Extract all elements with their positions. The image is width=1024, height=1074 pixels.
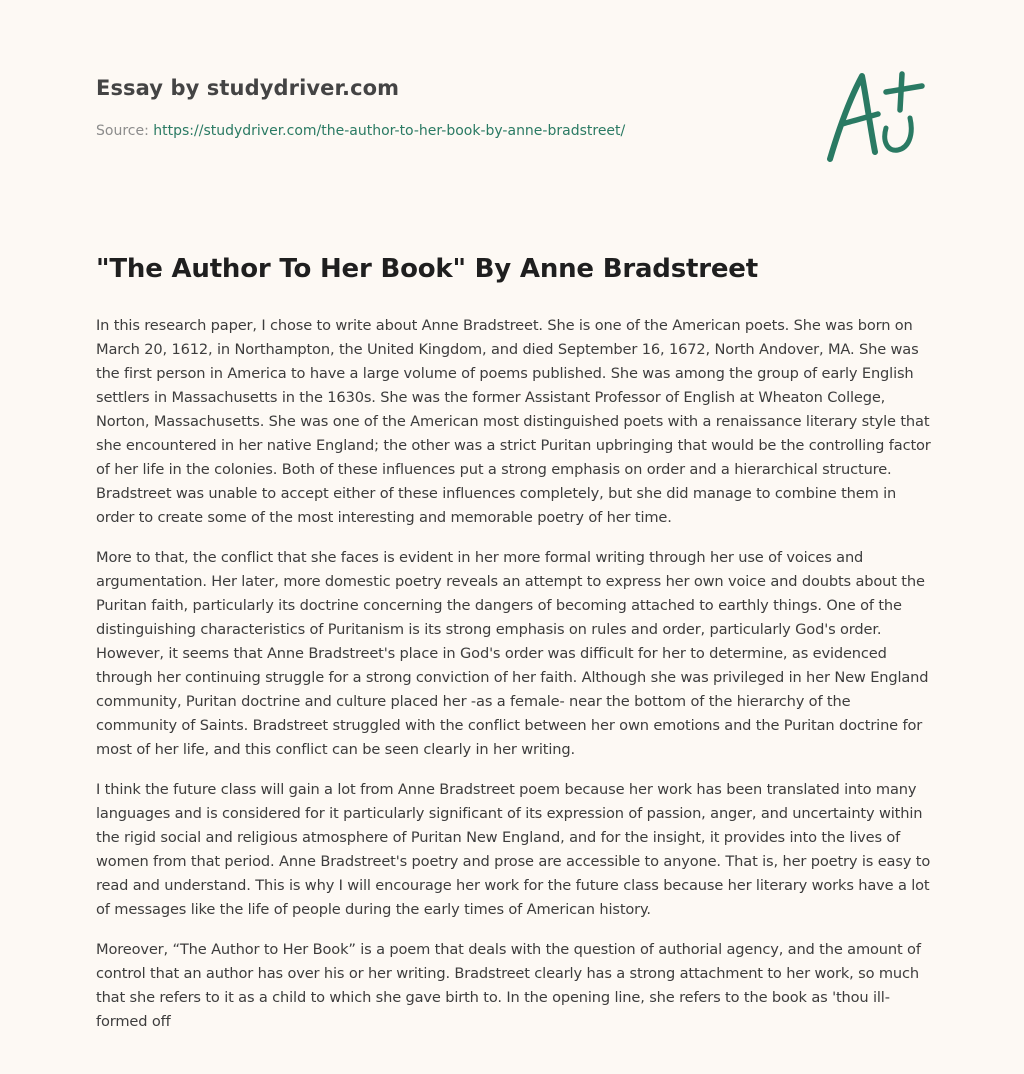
site-title: Essay by studydriver.com — [96, 76, 400, 100]
source-link[interactable]: https://studydriver.com/the-author-to-her-book-by-anne-bradstreet/ — [153, 123, 626, 139]
paragraph-2: More to that, the conflict that she faces is evident in her more formal writing through her use of voices and argumentation. Her later, more domestic poetry reveals an attempt to express her own voice and doubts about the Puritan faith, particularly its doctrine concerning the dangers of becoming attached to earthly things. One of the distinguishing characteristics of Puritanism is its strong emphasis on rules and order, particularly God's order. However, it seems that Anne Bradstreet's place in God's order was difficult for her to determine, as evidenced through her continuing struggle for a strong conviction of her faith. Although she was privileged in her New England community, Puritan doctrine and culture placed her -as a female- near the bottom of the hierarchy of the community of Saints. Bradstreet struggled with the conflict between her own emotions and the Puritan doctrine for most of her life, and this conflict can be seen clearly in her writing. — [96, 549, 929, 758]
paragraph-1: In this research paper, I chose to write about Anne Bradstreet. She is one of the American poets. She was born on March 20, 1612, in Northampton, the United Kingdom, and died September 16, 1672, North Andover, MA. She was the first person in America to have a large volume of poems published. She was among the group of early English settlers in Massachusetts in the 1630s. She was the former Assistant Professor of English at Wheaton College, Norton, Massachusetts. She was one of the American most distinguished poets with a renaissance literary style that she encountered in her native England; the other was a strict Puritan upbringing that would be the controlling factor of her life in the colonies. Both of these influences put a strong emphasis on order and a hierarchical structure. Bradstreet was unable to accept either of these influences completely, but she did manage to combine them in order to create some of the most interesting and memorable poetry of her time. — [96, 317, 931, 526]
a-plus-logo-icon — [818, 66, 930, 166]
source-line — [96, 123, 796, 139]
document-body — [96, 314, 932, 1050]
paragraph-3: I think the future class will gain a lot from Anne Bradstreet poem because her work has been translated into many languages and is considered for it particularly significant of its expression of passion, anger, and uncertainty within the rigid social and religious atmosphere of Puritan New England, and for the insight, it provides into the lives of women from that period. Anne Bradstreet's poetry and prose are accessible to anyone. That is, her poetry is easy to read and understand. This is why I will encourage her work for the future class because her literary works have a lot of messages like the life of people during the early times of American history. — [96, 781, 931, 918]
source-label: Source: — [96, 123, 154, 139]
document-title: "The Author To Her Book" By Anne Bradstreet — [96, 254, 758, 284]
paragraph-4: Moreover, “The Author to Her Book” is a poem that deals with the question of authorial agency, and the amount of control that an author has over his or her writing. Bradstreet clearly has a strong attachment to her work, so much that she refers to it as a child to which she gave birth to. In the opening line, she refers to the book as 'thou ill-formed off — [96, 941, 921, 1030]
page-header — [96, 76, 796, 139]
